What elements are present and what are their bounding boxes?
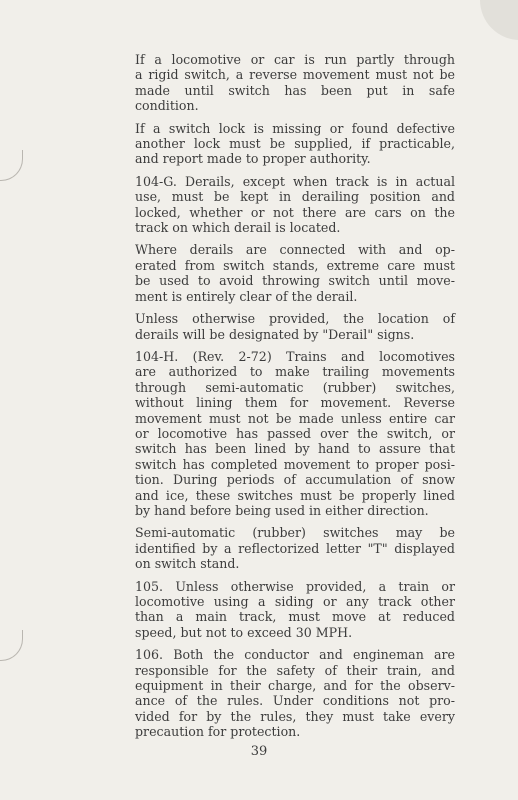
rule-paragraph: [135, 647, 455, 739]
text-line: be used to avoid throwing switch until move-: [135, 273, 455, 289]
rule-paragraph: [135, 242, 455, 304]
text-line: and ice, these switches must be properly lined: [135, 487, 455, 503]
rule-text-column: [135, 52, 455, 747]
text-line: speed, but not to exceed 30 MPH.: [135, 624, 353, 640]
text-line: without lining them for movement. Reverse: [135, 395, 455, 411]
text-line: responsible for the safety of their train, and: [135, 662, 455, 678]
text-line: through semi-automatic (rubber) switches,: [135, 379, 455, 395]
text-line: precaution for protection.: [135, 724, 301, 740]
text-line: derails will be designated by "Derail" signs.: [135, 326, 415, 342]
text-line: vided for by the rules, they must take every: [135, 708, 455, 724]
rule-paragraph: [135, 349, 455, 518]
text-line: 104-G. Derails, except when track is in actual: [135, 173, 455, 189]
text-line: use, must be kept in derailing position and: [135, 189, 455, 205]
rule-paragraph: [135, 311, 455, 342]
text-line: If a switch lock is missing or found defective: [135, 120, 455, 136]
text-line: and report made to proper authority.: [135, 151, 371, 167]
text-line: than a main track, must move at reduced: [135, 609, 455, 625]
text-line: tion. During periods of accumulation of snow: [135, 472, 455, 488]
text-line: track on which derail is located.: [135, 220, 341, 236]
text-line: switch has been lined by hand to assure that: [135, 441, 455, 457]
text-line: made until switch has been put in safe: [135, 82, 455, 98]
text-line: locomotive using a siding or any track other: [135, 594, 455, 609]
text-line: ance of the rules. Under conditions not pro-: [135, 693, 455, 709]
text-line: are authorized to make trailing movements: [135, 364, 455, 380]
text-line: locked, whether or not there are cars on the: [135, 204, 455, 220]
text-line: Unless otherwise provided, the location of: [135, 311, 455, 327]
rule-paragraph: [135, 174, 455, 236]
text-line: Semi-automatic (rubber) switches may be: [135, 525, 455, 541]
text-line: identified by a reflectorized letter "T" displayed: [135, 540, 455, 556]
text-line: 106. Both the conductor and engineman are: [135, 647, 455, 663]
page-number: 39: [250, 744, 268, 759]
binder-hole-mark-top: [0, 150, 23, 181]
binder-hole-mark-bottom: [0, 630, 23, 661]
rule-paragraph: [135, 579, 455, 641]
text-line: 105. Unless otherwise provided, a train or: [135, 578, 455, 594]
rule-paragraph: [135, 52, 455, 114]
text-line: Where derails are connected with and op-: [135, 242, 455, 258]
text-line: ment is entirely clear of the derail.: [135, 288, 358, 304]
text-line: condition.: [135, 98, 199, 114]
text-line: erated from switch stands, extreme care must: [135, 257, 455, 273]
text-line: 104-H. (Rev. 2-72) Trains and locomotives: [135, 348, 455, 364]
rule-paragraph: [135, 525, 455, 571]
text-line: movement must not be made unless entire car: [135, 410, 455, 426]
text-line: If a locomotive or car is run partly through: [135, 52, 455, 67]
text-line: a rigid switch, a reverse movement must not be: [135, 67, 455, 83]
text-line: equipment in their charge, and for the observ-: [135, 678, 455, 694]
text-line: or locomotive has passed over the switch, or: [135, 425, 455, 441]
text-line: switch has completed movement to proper posi-: [135, 456, 455, 472]
text-line: another lock must be supplied, if practicable,: [135, 136, 455, 152]
text-line: on switch stand.: [135, 556, 240, 572]
rule-paragraph: [135, 121, 455, 167]
page-corner: [480, 0, 518, 40]
text-line: by hand before being used in either direction.: [135, 502, 429, 518]
